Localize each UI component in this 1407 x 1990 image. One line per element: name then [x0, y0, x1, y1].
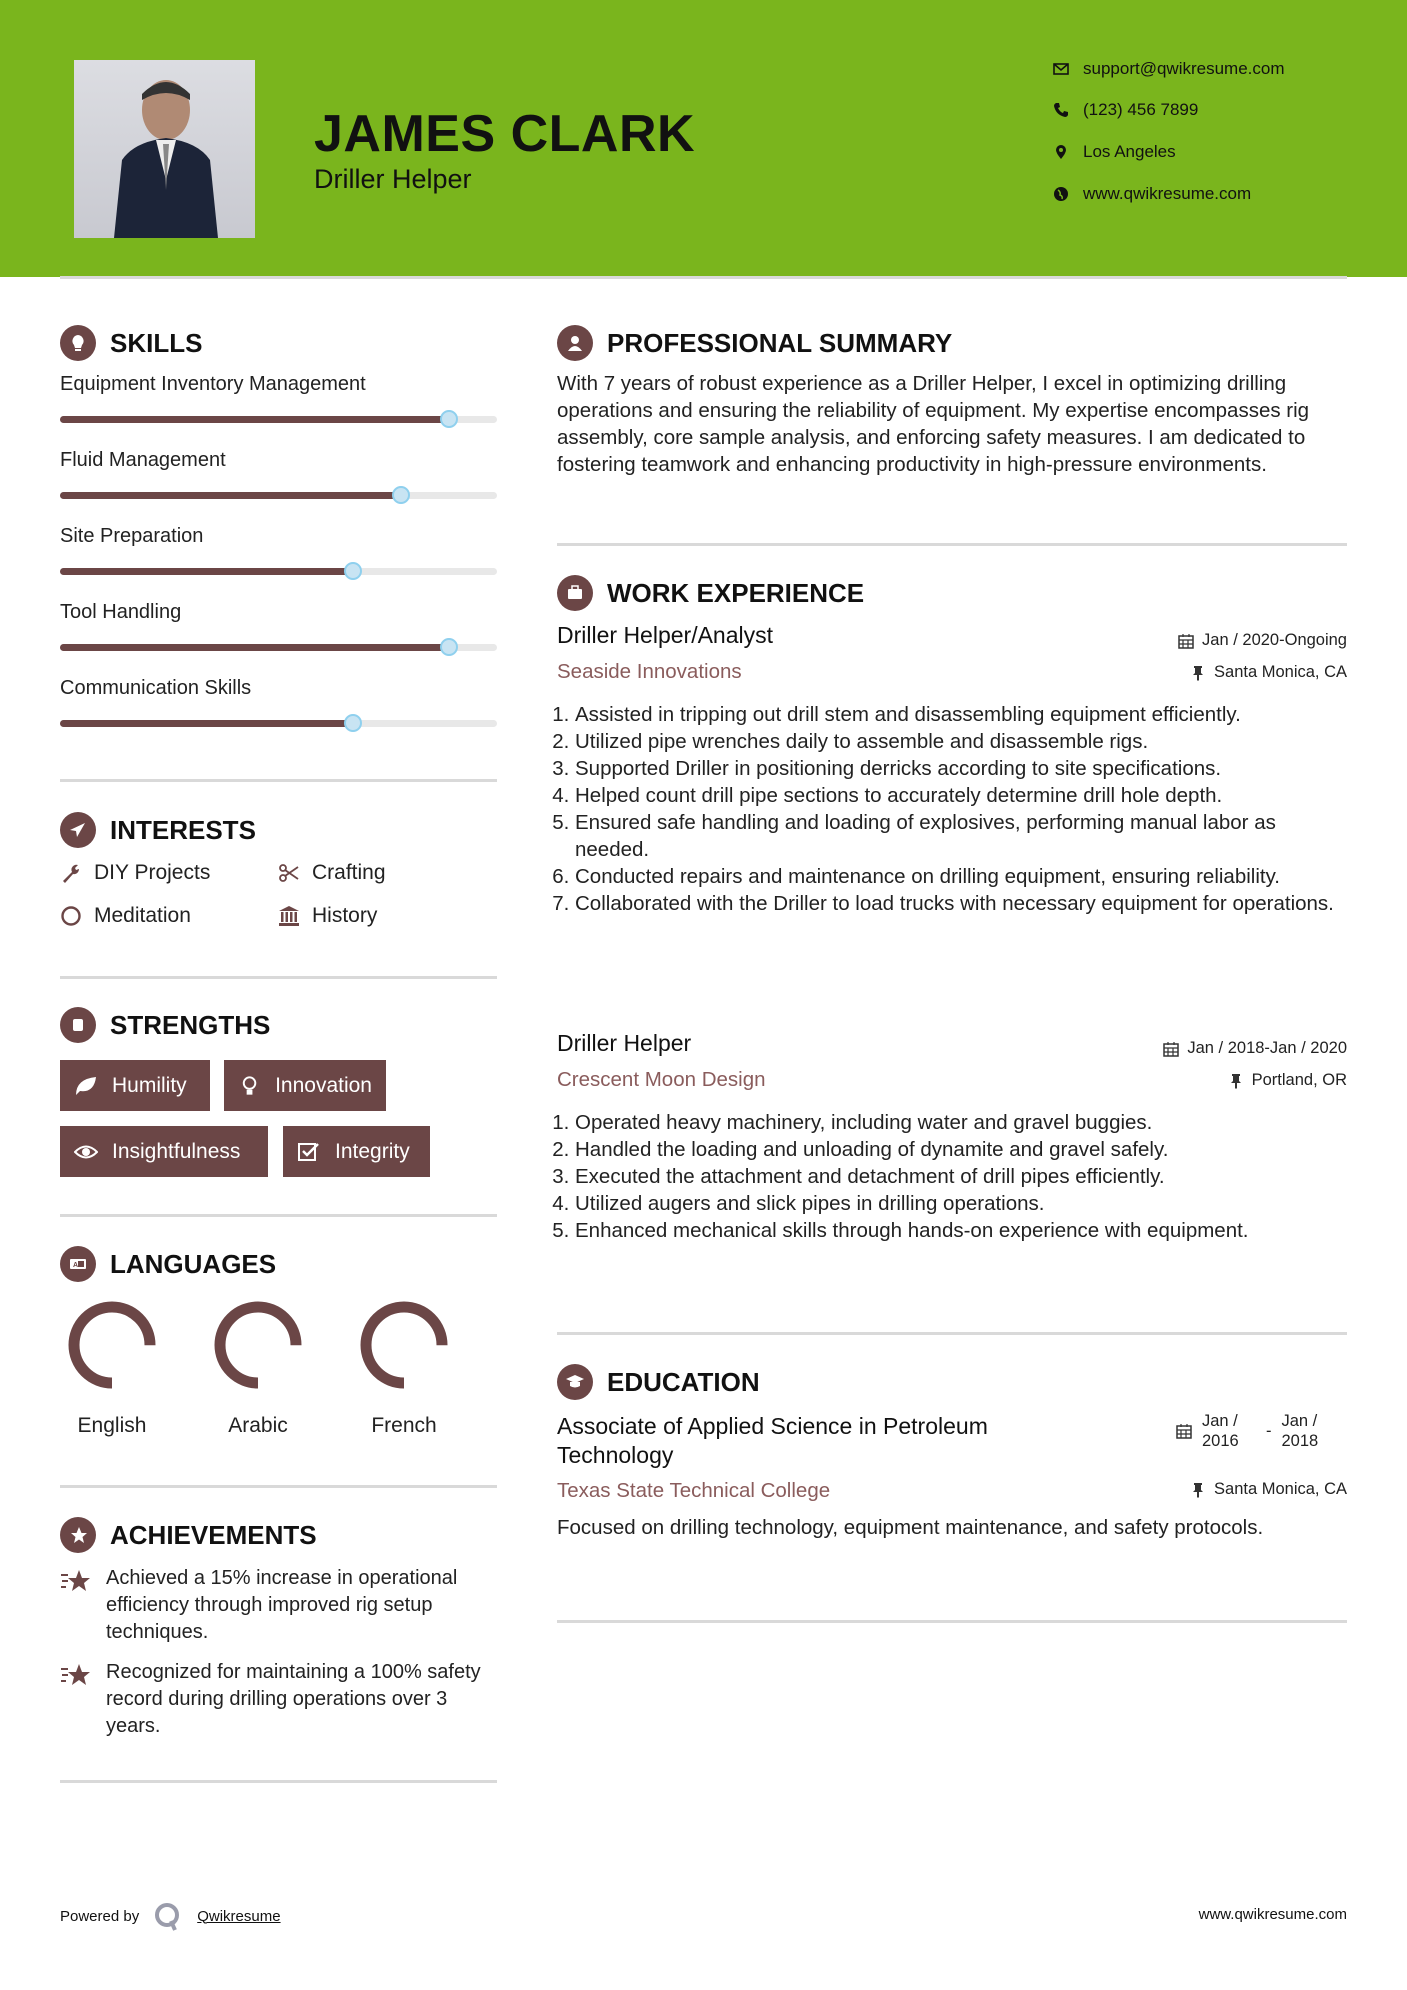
- wrench-icon: [60, 862, 82, 884]
- job-title: Driller Helper/Analyst: [557, 622, 774, 648]
- skill-bar: [60, 720, 497, 727]
- header-divider: [60, 276, 1347, 279]
- divider: [60, 779, 497, 782]
- responsibility-list: [557, 1109, 1352, 1244]
- responsibility-item: 3. Executed the attachment and detachment of drill pipes efficiently.: [575, 1163, 1352, 1190]
- interest-item: DIY Projects: [60, 861, 210, 885]
- shooting-star-icon: [60, 1567, 92, 1597]
- profile-photo: [74, 60, 255, 238]
- paper-plane-icon: [60, 812, 96, 848]
- languages-heading: A LANGUAGES: [60, 1246, 276, 1282]
- language-ring: [67, 1300, 157, 1390]
- phone-icon: [1053, 102, 1069, 118]
- education-location: Santa Monica, CA: [1190, 1480, 1347, 1499]
- skill-label: Equipment Inventory Management: [60, 373, 366, 395]
- skill-slider-handle[interactable]: [392, 486, 410, 504]
- skill-bar: [60, 492, 497, 499]
- achievements-heading: ACHIEVEMENTS: [60, 1517, 317, 1553]
- qwikresume-logo-icon: [153, 1901, 183, 1931]
- responsibility-item: 2. Utilized pipe wrenches daily to assemble and disassemble rigs.: [575, 728, 1352, 755]
- responsibility-list: [557, 701, 1352, 917]
- graduate-icon: [557, 1364, 593, 1400]
- job-title: Driller Helper: [557, 1030, 692, 1056]
- language-ring-arc: [220, 1307, 296, 1383]
- circle-icon: [60, 905, 82, 927]
- briefcase-icon: [557, 575, 593, 611]
- interests-heading: INTERESTS: [60, 812, 256, 848]
- achievement-item: Achieved a 15% increase in operational efficiency through improved rig setup techniques.: [60, 1565, 500, 1646]
- skill-bar: [60, 568, 497, 575]
- language-ring-arc: [74, 1307, 150, 1383]
- star-icon: [60, 1517, 96, 1553]
- skill-bar: [60, 416, 497, 423]
- skill-slider-handle[interactable]: [344, 562, 362, 580]
- responsibility-item: 1. Operated heavy machinery, including water and gravel buggies.: [575, 1109, 1352, 1136]
- responsibility-item: 1. Assisted in tripping out drill stem and disassembling equipment efficiently.: [575, 701, 1352, 728]
- skills-heading: SKILLS: [60, 325, 202, 361]
- shooting-star-icon: [60, 1661, 92, 1691]
- pushpin-icon: [1190, 665, 1206, 681]
- skill-bar-fill: [60, 644, 449, 651]
- skill-label: Tool Handling: [60, 601, 182, 623]
- responsibility-item: 7. Collaborated with the Driller to load trucks with necessary equipment for operations.: [575, 890, 1352, 917]
- museum-icon: [278, 905, 300, 927]
- responsibility-item: 4. Utilized augers and slick pipes in drilling operations.: [575, 1190, 1352, 1217]
- contact-website[interactable]: www.qwikresume.com: [1053, 184, 1251, 204]
- pushpin-icon: [1190, 1482, 1206, 1498]
- divider: [60, 976, 497, 979]
- strength-tag: Innovation: [224, 1060, 386, 1111]
- lightbulb-icon: [60, 325, 96, 361]
- contact-phone[interactable]: (123) 456 7899: [1053, 100, 1198, 120]
- scissors-icon: [278, 862, 300, 884]
- skill-bar-fill: [60, 568, 353, 575]
- language-ring-arc: [366, 1307, 442, 1383]
- footer-powered: Powered by Qwikresume: [60, 1901, 281, 1931]
- fist-icon: [60, 1007, 96, 1043]
- skill-slider-handle[interactable]: [440, 410, 458, 428]
- contact-location: Los Angeles: [1053, 142, 1176, 162]
- interest-item: Meditation: [60, 904, 191, 928]
- divider: [557, 1620, 1347, 1623]
- job-date: Jan / 2020-Ongoing: [1178, 631, 1347, 650]
- responsibility-item: 3. Supported Driller in positioning derricks according to site specifications.: [575, 755, 1352, 782]
- language-label: English: [77, 1414, 147, 1437]
- divider: [557, 1332, 1347, 1335]
- candidate-name: JAMES CLARK: [314, 105, 696, 163]
- company-name: Crescent Moon Design: [557, 1068, 766, 1091]
- divider: [60, 1780, 497, 1783]
- calendar-icon: [1178, 633, 1194, 649]
- education-description: Focused on drilling technology, equipment maintenance, and safety protocols.: [557, 1516, 1264, 1539]
- responsibility-item: 2. Handled the loading and unloading of dynamite and gravel safely.: [575, 1136, 1352, 1163]
- globe-icon: [1053, 186, 1069, 202]
- interest-item: Crafting: [278, 861, 386, 885]
- skill-bar-fill: [60, 720, 353, 727]
- divider: [557, 543, 1347, 546]
- qwikresume-link[interactable]: Qwikresume: [197, 1907, 281, 1925]
- skill-bar-fill: [60, 492, 401, 499]
- eye-icon: [74, 1141, 98, 1163]
- pushpin-icon: [1228, 1073, 1244, 1089]
- education-dates: Jan / 2016 - Jan / 2018: [1176, 1411, 1332, 1451]
- strength-tag: Integrity: [283, 1126, 430, 1177]
- education-heading: EDUCATION: [557, 1364, 760, 1400]
- responsibility-item: 5. Enhanced mechanical skills through hands-on experience with equipment.: [575, 1217, 1352, 1244]
- language-label: French: [371, 1414, 437, 1437]
- strength-tag: Humility: [60, 1060, 210, 1111]
- strengths-heading: STRENGTHS: [60, 1007, 270, 1043]
- responsibility-item: 5. Ensured safe handling and loading of explosives, performing manual labor as needed.: [575, 809, 1352, 863]
- contact-email[interactable]: support@qwikresume.com: [1053, 59, 1285, 79]
- degree-title: Associate of Applied Science in Petroleum Technology: [557, 1413, 988, 1468]
- achievement-item: Recognized for maintaining a 100% safety record during drilling operations over 3 years.: [60, 1659, 500, 1740]
- responsibility-item: 6. Conducted repairs and maintenance on drilling equipment, ensuring reliability.: [575, 863, 1352, 890]
- language-label: Arabic: [228, 1414, 288, 1437]
- school-name: Texas State Technical College: [557, 1479, 831, 1502]
- skill-label: Fluid Management: [60, 449, 226, 471]
- calendar-icon: [1163, 1041, 1179, 1057]
- strength-tag: Insightfulness: [60, 1126, 268, 1177]
- calendar-icon: [1176, 1423, 1192, 1439]
- skill-label: Site Preparation: [60, 525, 204, 547]
- skill-slider-handle[interactable]: [344, 714, 362, 732]
- check-square-icon: [297, 1141, 321, 1163]
- skill-slider-handle[interactable]: [440, 638, 458, 656]
- summary-text: With 7 years of robust experience as a Driller Helper, I excel in optimizing drilling operations and ensuring the reliability of equipment. My expertise encompasses rig assembly, core sample analysis, and enforcing safety measures. I am dedicated to fostering teamwork and enhancing productivity in high-pressure environments.: [557, 372, 1310, 476]
- experience-heading: WORK EXPERIENCE: [557, 575, 864, 611]
- skill-label: Communication Skills: [60, 677, 252, 699]
- company-name: Seaside Innovations: [557, 660, 742, 683]
- candidate-title: Driller Helper: [314, 164, 472, 194]
- skill-bar: [60, 644, 497, 651]
- footer-website[interactable]: www.qwikresume.com: [1198, 1906, 1347, 1923]
- leaf-icon: [74, 1075, 98, 1097]
- skill-bar-fill: [60, 416, 449, 423]
- summary-heading: PROFESSIONAL SUMMARY: [557, 325, 952, 361]
- language-ring: [213, 1300, 303, 1390]
- lightbulb-icon: [238, 1075, 261, 1097]
- job-location: Portland, OR: [1228, 1071, 1347, 1090]
- interest-item: History: [278, 904, 377, 928]
- map-pin-icon: [1053, 144, 1069, 160]
- divider: [60, 1485, 497, 1488]
- job-location: Santa Monica, CA: [1190, 663, 1347, 682]
- svg-text:A: A: [73, 1262, 79, 1269]
- language-ring: [359, 1300, 449, 1390]
- envelope-icon: [1053, 61, 1069, 77]
- language-icon: [60, 1246, 96, 1282]
- job-date: Jan / 2018-Jan / 2020: [1163, 1039, 1347, 1058]
- user-icon: [557, 325, 593, 361]
- divider: [60, 1214, 497, 1217]
- responsibility-item: 4. Helped count drill pipe sections to accurately determine drill hole depth.: [575, 782, 1352, 809]
